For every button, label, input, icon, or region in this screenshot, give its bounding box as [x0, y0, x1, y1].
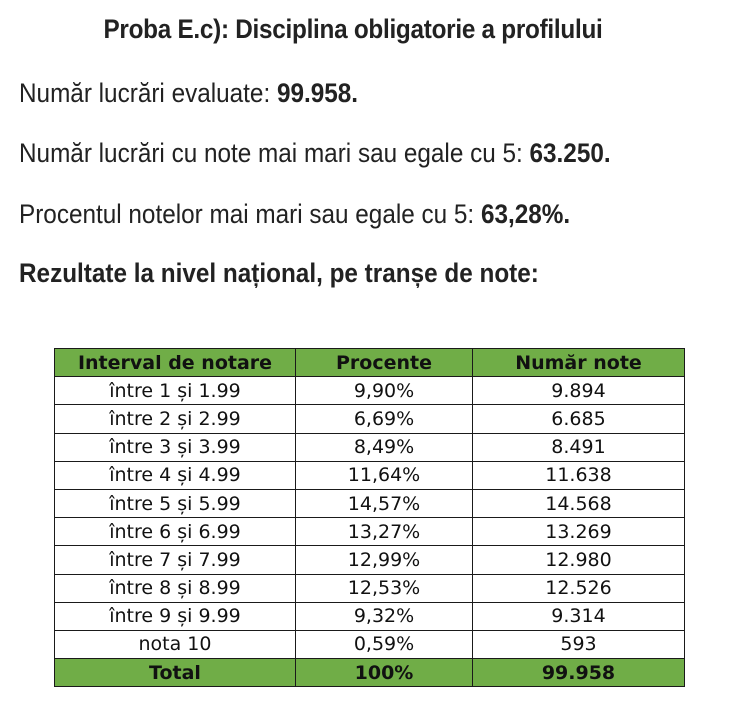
column-header-interval: Interval de notare — [55, 349, 296, 377]
interval-cell: între 8 și 8.99 — [55, 574, 296, 602]
section-heading: Rezultate la nivel național, pe tranșe de note: — [19, 258, 539, 288]
stat-evaluated-papers — [19, 78, 358, 109]
table-row — [55, 433, 685, 461]
table-row — [55, 518, 685, 546]
column-header-count: Număr note — [473, 349, 685, 377]
percent-cell: 12,99% — [296, 546, 473, 574]
count-cell: 6.685 — [473, 405, 685, 433]
interval-cell: între 9 și 9.99 — [55, 602, 296, 630]
count-cell: 13.269 — [473, 518, 685, 546]
count-cell: 593 — [473, 630, 685, 658]
table-row — [55, 630, 685, 658]
interval-cell: între 4 și 4.99 — [55, 461, 296, 489]
count-cell: 9.894 — [473, 377, 685, 405]
interval-cell: nota 10 — [55, 630, 296, 658]
table-row — [55, 546, 685, 574]
interval-cell: între 2 și 2.99 — [55, 405, 296, 433]
page-title: Proba E.c): Disciplina obligatorie a profilului — [103, 14, 603, 44]
percent-cell: 12,53% — [296, 574, 473, 602]
stat-passing-papers — [19, 138, 611, 169]
stat-value: 63,28%. — [480, 199, 571, 229]
count-cell: 12.526 — [473, 574, 685, 602]
interval-cell: între 3 și 3.99 — [55, 433, 296, 461]
table-row — [55, 405, 685, 433]
percent-cell: 13,27% — [296, 518, 473, 546]
count-cell: 12.980 — [473, 546, 685, 574]
table-row — [55, 574, 685, 602]
stat-passing-percentage — [19, 199, 570, 230]
percent-cell: 14,57% — [296, 489, 473, 517]
table-row — [55, 377, 685, 405]
stat-label: Număr lucrări cu note mai mari sau egale cu 5: — [19, 138, 530, 168]
total-label-cell: Total — [55, 659, 296, 687]
interval-cell: între 5 și 5.99 — [55, 489, 296, 517]
percent-cell: 0,59% — [296, 630, 473, 658]
interval-cell: între 6 și 6.99 — [55, 518, 296, 546]
interval-cell: între 7 și 7.99 — [55, 546, 296, 574]
table-row — [55, 602, 685, 630]
count-cell: 14.568 — [473, 489, 685, 517]
total-count-cell: 99.958 — [473, 659, 685, 687]
stat-value: 63.250. — [529, 138, 611, 168]
percent-cell: 8,49% — [296, 433, 473, 461]
interval-cell: între 1 și 1.99 — [55, 377, 296, 405]
count-cell: 11.638 — [473, 461, 685, 489]
percent-cell: 6,69% — [296, 405, 473, 433]
table-row — [55, 461, 685, 489]
stat-label: Număr lucrări evaluate: — [19, 78, 277, 108]
count-cell: 8.491 — [473, 433, 685, 461]
percent-cell: 9,32% — [296, 602, 473, 630]
stat-label: Procentul notelor mai mari sau egale cu 5: — [19, 199, 481, 229]
percent-cell: 9,90% — [296, 377, 473, 405]
total-percent-cell: 100% — [296, 659, 473, 687]
grade-distribution-table — [54, 348, 685, 687]
table-total-row — [55, 659, 685, 687]
table-header-row — [55, 349, 685, 377]
count-cell: 9.314 — [473, 602, 685, 630]
column-header-percent: Procente — [296, 349, 473, 377]
stat-value: 99.958. — [276, 78, 359, 108]
table-row — [55, 489, 685, 517]
percent-cell: 11,64% — [296, 461, 473, 489]
